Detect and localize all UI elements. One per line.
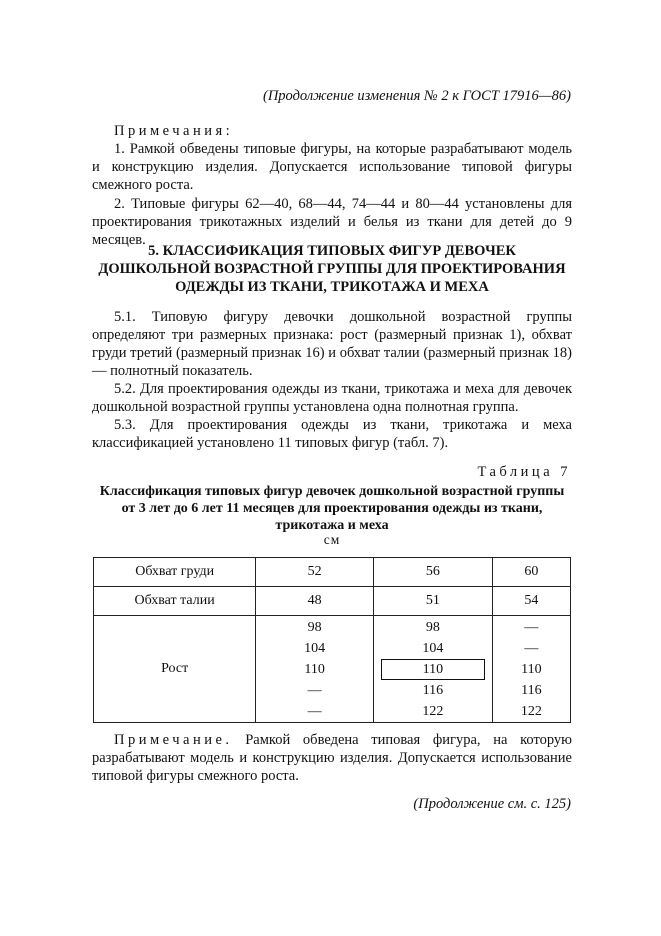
row-label-chest: Обхват груди [94,558,256,587]
framed-typical-figure: 110 [381,659,485,680]
height-value: — [524,619,539,635]
height-value: 104 [422,640,444,656]
table-cell: 60 [492,558,570,587]
height-value: 116 [521,682,542,698]
paragraph-5-1: 5.1. Типовую фигуру девочки дошкольной возрастной группы определяют три размерных признака: рост (размерный признак 1), обхват груди третий (размерный признак 16) и обхват талии (размерный признак 18) — полнотный показатель. [92,309,572,379]
table-note-paragraph [92,731,572,785]
row-label-waist: Обхват талии [94,587,256,616]
table-cell [373,616,492,723]
paragraph-5-3: 5.3. Для проектирования одежды из ткани, трикотажа и меха классификацией установлено 11 типовых фигур (табл. 7). [92,417,572,451]
height-value: 110 [304,661,325,677]
table-note-lead: Примечание. [114,732,233,748]
height-value: — [307,703,322,719]
table-cell: 52 [256,558,374,587]
continuation-header: (Продолжение изменения № 2 к ГОСТ 17916—86) [262,88,571,104]
table-cell: 56 [373,558,492,587]
section-body [92,308,572,452]
height-value: — [524,640,539,656]
height-value: 122 [422,703,444,719]
table-row-chest [94,558,571,587]
table-row-height [94,616,571,723]
table-note [92,731,572,785]
table-caption: Классификация типовых фигур девочек дошкольной возрастной группы от 3 лет до 6 лет 11 месяцев для проектирования одежды из ткани, трикотажа и меха [99,484,565,533]
table-note-text: Рамкой обведена типовая фигура, на которую разрабатывают модель и конструкцию изделия. Допускается использование типовой фигуры смежного роста. [92,732,572,784]
height-value: 104 [304,640,326,656]
paragraph-5-2: 5.2. Для проектирования одежды из ткани, трикотажа и меха для девочек дошкольной возрастной группы установлена одна полнотная группа. [92,381,572,415]
table-label: Таблица 7 [477,464,571,480]
continuation-footer: (Продолжение см. с. 125) [413,796,571,812]
table-cell [256,616,374,723]
height-value: 98 [425,619,440,635]
height-value: 122 [520,703,542,719]
table-cell: 48 [256,587,374,616]
note-item-1: 1. Рамкой обведены типовые фигуры, на которые разрабатывают модель и конструкцию изделия. Допускается использование типовой фигуры смежного роста. [92,141,572,193]
notes-title: Примечания: [114,123,234,139]
classification-table [93,557,571,723]
section-title: 5. КЛАССИФИКАЦИЯ ТИПОВЫХ ФИГУР ДЕВОЧЕК ДОШКОЛЬНОЙ ВОЗРАСТНОЙ ГРУППЫ ДЛЯ ПРОЕКТИРОВАНИЯ ОДЕЖДЫ ИЗ ТКАНИ, ТРИКОТАЖА И МЕХА [98,243,566,295]
row-label-height: Рост [94,616,256,723]
table-cell: 51 [373,587,492,616]
height-value: — [307,682,322,698]
table-cell: 54 [492,587,570,616]
table-units: см [323,532,341,547]
height-value: 98 [307,619,322,635]
notes-block [92,122,572,250]
table-row-waist [94,587,571,616]
height-value: 110 [521,661,542,677]
table-cell [492,616,570,723]
note-item-2: 2. Типовые фигуры 62—40, 68—44, 74—44 и 80—44 установлены для проектирования трикотажных изделий и белья из ткани для детей до 9 месяцев. [92,196,572,248]
height-value: 116 [422,682,444,698]
